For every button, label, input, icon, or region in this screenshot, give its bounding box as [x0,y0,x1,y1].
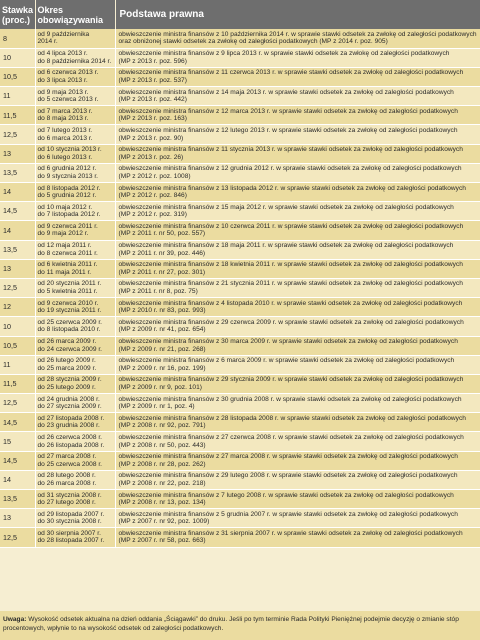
period-cell [35,125,115,144]
period-line: do 25 marca 2009 r. [37,364,97,372]
period-line: od 25 czerwca 2009 r. [37,318,103,326]
period-line: do 6 marca 2013 r. [37,134,93,142]
period-line: do 27 stycznia 2009 r. [37,403,102,411]
footnote-label: Uwaga: [3,616,27,623]
period-cell [35,451,115,470]
rate-cell: 13 [0,144,35,163]
period-cell [35,470,115,489]
legal-basis-line: obwieszczenie ministra finansów z 18 kwietnia 2011 r. w sprawie stawki odsetek za zwłokę od zaległości podatkowych [118,261,463,269]
period-line: do 26 listopada 2008 r. [37,441,105,449]
period-line: od 30 sierpnia 2007 r. [37,529,101,537]
table-row [0,432,480,451]
period-cell [35,29,115,48]
table-row [0,87,480,106]
rate-cell: 10,5 [0,67,35,86]
rate-cell: 10,5 [0,336,35,355]
period-cell [35,87,115,106]
table-row [0,240,480,259]
period-line: do 5 czerwca 2013 r. [37,96,99,104]
table-row [0,374,480,393]
period-cell [35,336,115,355]
legal-basis-line: obwieszczenie ministra finansów z 29 stycznia 2009 r. w sprawie stawki odsetek za zwłokę od zaległości podatkowych [118,376,464,384]
legal-basis-line: (MP z 2009 r. nr 21, poz. 268) [118,345,206,353]
period-line: od 10 maja 2012 r. [37,203,93,211]
legal-basis-line: obwieszczenie ministra finansów z 21 stycznia 2011 r. w sprawie stawki odsetek za zwłokę od zaległości podatkowych [118,280,463,288]
period-line: do 24 czerwca 2009 r. [37,345,103,353]
legal-basis-line: obwieszczenie ministra finansów z 15 maja 2012 r. w sprawie stawki odsetek za zwłokę od zaległości podatkowych [118,203,454,211]
legal-basis-line: (MP z 2011 r. nr 39, poz. 446) [118,249,206,257]
period-cell [35,183,115,202]
legal-basis-cell [115,509,480,528]
rate-cell: 10 [0,317,35,336]
rate-cell: 14,5 [0,451,35,470]
period-cell [35,202,115,221]
legal-basis-cell [115,87,480,106]
period-line: od 10 stycznia 2013 r. [37,146,102,154]
legal-basis-line: (MP z 2008 r. nr 28, poz. 262) [118,460,206,468]
legal-basis-cell [115,29,480,48]
period-cell [35,48,115,67]
legal-basis-cell [115,125,480,144]
period-cell [35,374,115,393]
table-row [0,202,480,221]
period-line: od 31 stycznia 2008 r. [37,491,102,499]
period-line: do 30 stycznia 2008 r. [37,518,102,526]
rate-cell: 11 [0,355,35,374]
legal-basis-line: obwieszczenie ministra finansów z 9 lipca 2013 r. w sprawie stawki odsetek za zwłokę od zaległości podatkowych [118,50,450,58]
legal-basis-cell [115,144,480,163]
period-line: do 27 lutego 2008 r. [37,499,96,507]
table-row [0,259,480,278]
table-row [0,221,480,240]
period-line: do 6 lutego 2013 r. [37,153,93,161]
legal-basis-line: (MP z 2009 r. nr 9, poz. 101) [118,383,202,391]
legal-basis-cell [115,336,480,355]
period-cell [35,432,115,451]
footnote-text-line2: procentowych, wpłynie to na wysokość odsetek od zaległości podatkowych. [3,624,224,632]
legal-basis-cell [115,451,480,470]
period-line: do 8 listopada 2010 r. [37,326,101,334]
legal-basis-cell [115,528,480,547]
table-row [0,29,480,48]
period-line: od 28 stycznia 2009 r. [37,376,102,384]
legal-basis-cell [115,490,480,509]
legal-basis-line: obwieszczenie ministra finansów z 5 grudnia 2007 r. w sprawie stawki odsetek za zwłokę od zaległości podatkowych [118,510,458,518]
period-line: od 26 lutego 2009 r. [37,357,96,365]
period-cell [35,221,115,240]
period-line: od 8 listopada 2012 r. [37,184,101,192]
table-row [0,298,480,317]
table-row [0,355,480,374]
table-row [0,144,480,163]
legal-basis-line: obwieszczenie ministra finansów z 4 listopada 2010 r. w sprawie stawki odsetek za zwłokę od zaległości podatkowych [118,299,463,307]
period-cell [35,355,115,374]
period-cell [35,278,115,297]
period-line: od 27 marca 2008 r. [37,453,97,461]
period-cell [35,413,115,432]
legal-basis-cell [115,240,480,259]
period-line: od 12 maja 2011 r. [37,242,92,250]
rate-cell: 13,5 [0,240,35,259]
legal-basis-line: oraz obniżonej stawki odsetek za zwłokę od zaległości podatkowych (MP z 2014 r. poz. 905) [118,38,388,46]
table-body [0,29,480,547]
table-row [0,183,480,202]
period-line: do 25 czerwca 2008 r. [37,460,103,468]
period-line: do 8 października 2014 r. [37,57,112,65]
period-line: do 9 maja 2012 r. [37,230,89,238]
legal-basis-cell [115,183,480,202]
rate-cell: 12,5 [0,528,35,547]
period-line: od 7 lutego 2013 r. [37,126,93,134]
period-line: od 24 grudnia 2008 r. [37,395,100,403]
legal-basis-cell [115,374,480,393]
period-line: od 28 lutego 2008 r. [37,472,96,480]
legal-basis-cell [115,163,480,182]
legal-basis-line: obwieszczenie ministra finansów z 30 grudnia 2008 r. w sprawie stawki odsetek za zwłokę od zaległości podatkowych [118,395,462,403]
legal-basis-line: obwieszczenie ministra finansów z 14 maja 2013 r. w sprawie stawki odsetek za zwłokę od zaległości podatkowych [118,88,454,96]
period-line: od 20 stycznia 2011 r. [37,280,102,288]
legal-basis-line: obwieszczenie ministra finansów z 7 lutego 2008 r. w sprawie stawki odsetek za zwłokę od zaległości podatkowych [118,491,454,499]
period-line: do 23 grudnia 2008 r. [37,422,100,430]
legal-basis-line: obwieszczenie ministra finansów z 6 marca 2009 r. w sprawie stawki odsetek za zwłokę od zaległości podatkowych [118,357,455,365]
rate-cell: 12 [0,298,35,317]
legal-basis-line: obwieszczenie ministra finansów z 11 stycznia 2013 r. w sprawie stawki odsetek za zwłokę od zaległości podatkowych [118,146,463,154]
period-line: do 25 lutego 2009 r. [37,383,96,391]
rate-cell: 14,5 [0,202,35,221]
period-line: do 7 listopada 2012 r. [37,211,101,219]
rate-cell: 8 [0,29,35,48]
legal-basis-line: (MP z 2012 r. poz. 1008) [118,172,191,180]
period-line: od 9 października [37,30,90,38]
rate-cell: 11,5 [0,374,35,393]
period-cell [35,394,115,413]
period-line: od 6 czerwca 2013 r. [37,69,99,77]
legal-basis-cell [115,67,480,86]
legal-basis-line: obwieszczenie ministra finansów z 27 marca 2008 r. w sprawie stawki odsetek za zwłokę od zaległości podatkowych [118,453,458,461]
legal-basis-line: (MP z 2007 r. nr 58, poz. 663) [118,537,206,545]
period-cell [35,67,115,86]
period-cell [35,317,115,336]
legal-basis-cell [115,278,480,297]
period-line: od 4 lipca 2013 r. [37,50,88,58]
period-cell [35,144,115,163]
legal-basis-line: (MP z 2008 r. nr 13, poz. 134) [118,499,206,507]
legal-basis-line: (MP z 2008 r. nr 92, poz. 791) [118,422,206,430]
period-line: od 26 marca 2009 r. [37,338,97,345]
table-row [0,490,480,509]
period-line: do 9 stycznia 2013 r. [37,172,98,180]
table-row [0,470,480,489]
rate-cell: 13 [0,259,35,278]
period-line: od 9 czerwca 2011 r. [37,222,98,230]
table-row [0,509,480,528]
period-cell [35,259,115,278]
legal-basis-line: obwieszczenie ministra finansów z 27 czerwca 2008 r. w sprawie stawki odsetek za zwłokę od zaległości podatkowych [118,433,464,441]
legal-basis-line: (MP z 2013 r. poz. 596) [118,57,187,65]
table-row [0,125,480,144]
legal-basis-line: (MP z 2013 r. poz. 163) [118,115,187,123]
table-row [0,106,480,125]
legal-basis-cell [115,202,480,221]
period-line: do 8 maja 2013 r. [37,115,89,123]
period-cell [35,509,115,528]
legal-basis-cell [115,48,480,67]
legal-basis-line: obwieszczenie ministra finansów z 31 sierpnia 2007 r. w sprawie stawki odsetek za zwłokę od zaległości podatkowych [118,529,463,537]
table-row [0,48,480,67]
legal-basis-cell [115,432,480,451]
legal-basis-line: obwieszczenie ministra finansów z 30 marca 2009 r. w sprawie stawki odsetek za zwłokę od zaległości podatkowych [118,338,458,345]
period-line: od 9 maja 2013 r. [37,88,89,96]
footnote [0,611,480,640]
legal-basis-line: (MP z 2013 r. poz. 26) [118,153,184,161]
legal-basis-cell [115,394,480,413]
rate-cell: 14,5 [0,413,35,432]
legal-basis-cell [115,413,480,432]
legal-basis-line: obwieszczenie ministra finansów z 10 czerwca 2011 r. w sprawie stawki odsetek za zwłokę od zaległości podatkowych [118,222,464,230]
table-row [0,278,480,297]
legal-basis-cell [115,259,480,278]
rate-cell: 13 [0,509,35,528]
table-row [0,413,480,432]
period-line: do 5 kwietnia 2011 r. [37,288,98,296]
period-line: od 6 grudnia 2012 r. [37,165,97,173]
legal-basis-line: (MP z 2009 r. nr 41, poz. 654) [118,326,206,334]
period-line: do 3 lipca 2013 r. [37,76,88,84]
rate-cell: 11 [0,87,35,106]
rate-cell: 13,5 [0,163,35,182]
table-row [0,394,480,413]
period-line: od 27 listopada 2008 r. [37,414,105,422]
period-line: od 6 kwietnia 2011 r. [37,261,98,269]
legal-basis-line: (MP z 2013 r. poz. 537) [118,76,187,84]
header-rate: Stawka (proc.) [0,0,35,29]
table-row [0,451,480,470]
rate-cell: 11,5 [0,106,35,125]
legal-basis-cell [115,355,480,374]
legal-basis-line: (MP z 2007 r. nr 92, poz. 1009) [118,518,210,526]
period-line: do 19 stycznia 2011 r. [37,307,102,315]
legal-basis-cell [115,317,480,336]
period-cell [35,240,115,259]
period-line: od 7 marca 2013 r. [37,107,93,115]
rate-cell: 15 [0,432,35,451]
table-row [0,528,480,547]
legal-basis-line: (MP z 2011 r. nr 50, poz. 557) [118,230,206,238]
rate-cell: 14 [0,221,35,240]
period-line: do 28 listopada 2007 r. [37,537,105,545]
legal-basis-line: (MP z 2013 r. poz. 90) [118,134,184,142]
legal-basis-line: (MP z 2012 r. poz. 319) [118,211,187,219]
legal-basis-line: (MP z 2009 r. nr 1, poz. 4) [118,403,195,411]
table-row [0,336,480,355]
legal-basis-line: obwieszczenie ministra finansów z 12 marca 2013 r. w sprawie stawki odsetek za zwłokę od zaległości podatkowych [118,107,458,115]
footnote-text-line1: Wysokość odsetek aktualna na dzień oddania „Ściągawki” do druku. Jeśli po tym terminie Rada Polityki Pieniężnej podejmie decyzję o zmianie stóp [26,616,459,623]
legal-basis-line: (MP z 2009 r. nr 16, poz. 199) [118,364,206,372]
rate-cell: 14 [0,183,35,202]
legal-basis-line: obwieszczenie ministra finansów z 28 listopada 2008 r. w sprawie stawki odsetek za zwłokę od zaległości podatkowych [118,414,466,422]
rate-cell: 10 [0,48,35,67]
rate-cell: 12,5 [0,125,35,144]
period-cell [35,163,115,182]
rate-cell: 14 [0,470,35,489]
period-line: 2014 r. [37,38,58,46]
table-row [0,317,480,336]
legal-basis-line: obwieszczenie ministra finansów z 12 lutego 2013 r. w sprawie stawki odsetek za zwłokę od zaległości podatkowych [118,126,458,134]
legal-basis-line: (MP z 2008 r. nr 22, poz. 218) [118,479,206,487]
period-cell [35,528,115,547]
table-header-row [0,0,480,29]
legal-basis-line: (MP z 2008 r. nr 50, poz. 443) [118,441,206,449]
legal-basis-line: obwieszczenie ministra finansów z 29 lutego 2008 r. w sprawie stawki odsetek za zwłokę od zaległości podatkowych [118,472,458,480]
period-cell [35,298,115,317]
period-line: do 5 grudnia 2012 r. [37,192,97,200]
period-line: do 26 marca 2008 r. [37,479,97,487]
legal-basis-line: obwieszczenie ministra finansów z 10 października 2014 r. w sprawie stawki odsetek za zwłokę od zaległości podatkowych [118,30,477,38]
legal-basis-cell [115,470,480,489]
period-line: od 26 czerwca 2008 r. [37,433,103,441]
legal-basis-cell [115,106,480,125]
legal-basis-line: obwieszczenie ministra finansów z 11 czerwca 2013 r. w sprawie stawki odsetek za zwłokę od zaległości podatkowych [118,69,464,77]
rate-cell: 13,5 [0,490,35,509]
legal-basis-cell [115,298,480,317]
legal-basis-cell [115,221,480,240]
legal-basis-line: (MP z 2010 r. nr 83, poz. 993) [118,307,206,315]
period-line: do 8 czerwca 2011 r. [37,249,98,257]
period-cell [35,490,115,509]
header-period: Okres obowiązywania [35,0,115,29]
legal-basis-line: obwieszczenie ministra finansów z 18 maja 2011 r. w sprawie stawki odsetek za zwłokę od zaległości podatkowych [118,242,454,250]
period-line: od 9 czerwca 2010 r. [37,299,99,307]
legal-basis-line: (MP z 2012 r. poz. 846) [118,192,187,200]
legal-basis-line: obwieszczenie ministra finansów z 29 czerwca 2009 r. w sprawie stawki odsetek za zwłokę od zaległości podatkowych [118,318,464,326]
legal-basis-line: obwieszczenie ministra finansów z 12 grudnia 2012 r. w sprawie stawki odsetek za zwłokę od zaległości podatkowych [118,165,462,173]
period-line: do 11 maja 2011 r. [37,268,92,276]
legal-basis-line: (MP z 2011 r. nr 8, poz. 75) [118,288,198,296]
table-row [0,67,480,86]
header-legal-basis: Podstawa prawna [115,0,480,29]
table-row [0,163,480,182]
rate-cell: 12,5 [0,394,35,413]
legal-basis-line: (MP z 2011 r. nr 27, poz. 301) [118,268,206,276]
rate-cell: 12,5 [0,278,35,297]
legal-basis-line: (MP z 2013 r. poz. 442) [118,96,187,104]
period-cell [35,106,115,125]
period-line: od 29 listopada 2007 r. [37,510,105,518]
legal-basis-line: obwieszczenie ministra finansów z 13 listopada 2012 r. w sprawie stawki odsetek za zwłokę od zaległości podatkowych [118,184,466,192]
